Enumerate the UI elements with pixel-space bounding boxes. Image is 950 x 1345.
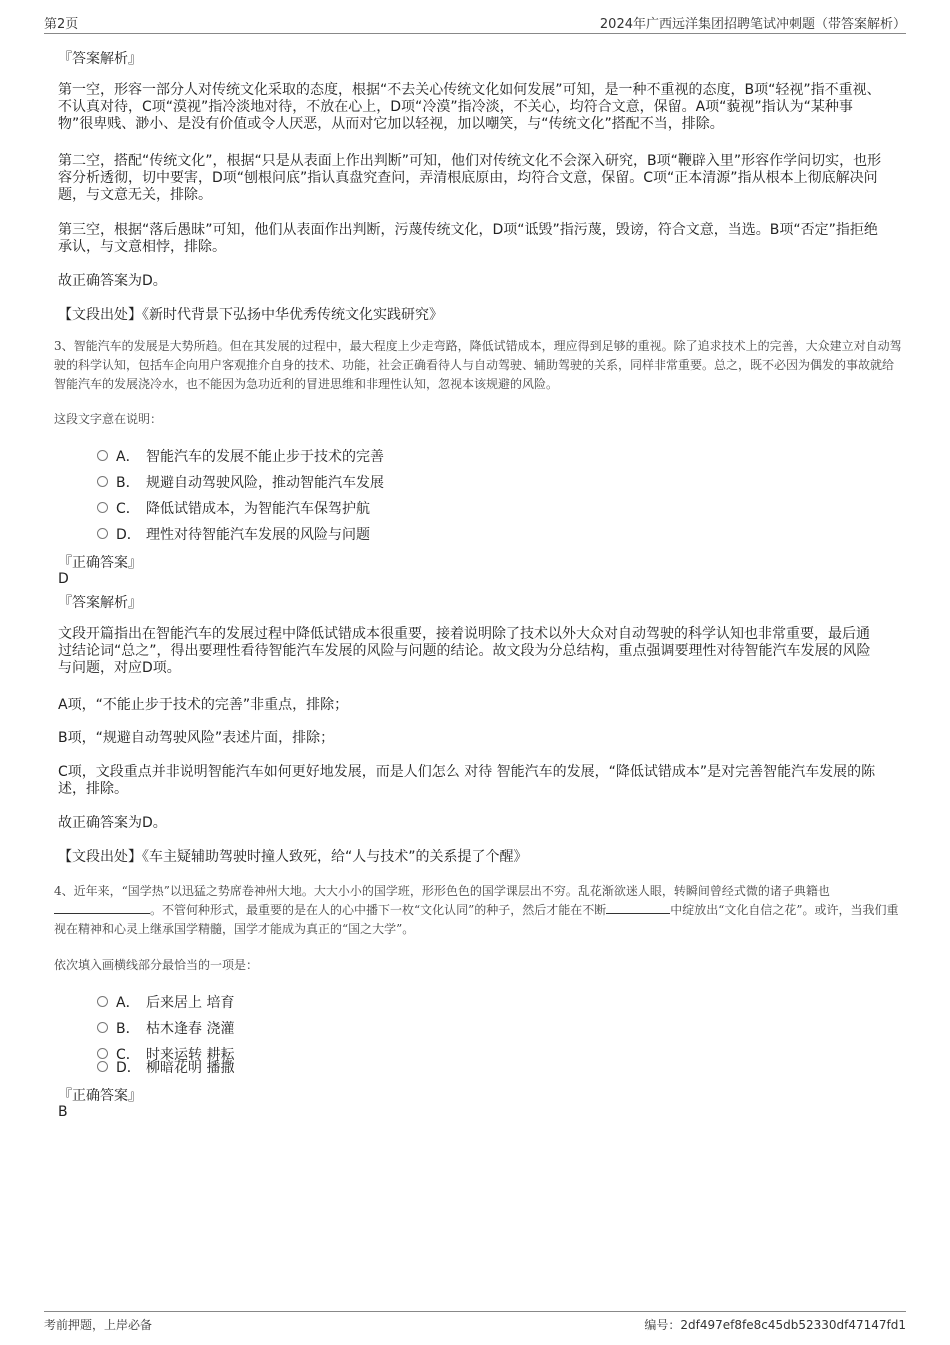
q3-prompt: 这段文字意在说明：	[54, 412, 163, 426]
q3-analysis-para3: B项，“规避自动驾驶风险”表述片面，排除；	[58, 730, 335, 746]
radio-icon[interactable]	[97, 1061, 108, 1072]
q2-analysis-label: 『答案解析』	[58, 51, 142, 67]
page-number: 第2页	[44, 17, 79, 32]
q3-answer-label: 『正确答案』	[58, 555, 142, 571]
page-header	[44, 13, 906, 34]
q2-conclusion: 故正确答案为D。	[58, 273, 167, 289]
q3-analysis-para4: C项，文段重点并非说明智能汽车如何更好地发展，而是人们怎么 对待 智能汽车的发展，“降低试错成本”是对完善智能汽车发展的陈述，排除。	[58, 764, 876, 797]
footer-slogan: 考前押题，上岸必备	[44, 1318, 153, 1332]
radio-icon[interactable]	[97, 528, 108, 539]
radio-icon[interactable]	[97, 450, 108, 461]
document-id: 编号：2df497ef8fe8c45db52330df47147fd1	[644, 1318, 906, 1332]
q3-answer: D	[58, 571, 69, 587]
q4-option-b[interactable]: B． 枯木逢春 浇灌	[97, 1018, 234, 1038]
radio-icon[interactable]	[97, 476, 108, 487]
q4-prompt: 依次填入画横线部分最恰当的一项是：	[54, 958, 259, 972]
q3-option-b[interactable]: B． 规避自动驾驶风险，推动智能汽车发展	[97, 472, 384, 492]
fill-blank-1[interactable]	[54, 901, 150, 914]
q3-stem: 3、智能汽车的发展是大势所趋。但在其发展的过程中，最大程度上少走弯路，降低试错成本，理应得到足够的重视。除了追求技术上的完善，大众建立对自动驾驶的科学认知，包括车企向用户客观推介自身的技术、功能，社会正确看待人与自动驾驶、辅助驾驶的关系，同样非常重要。总之，既不必因为偶发的事故就给智能汽车的发展浇冷水，也不能因为急功近利的冒进思维和非理性认知，忽视本该规避的风险。	[54, 339, 902, 391]
q2-analysis-para3: 第三空，根据“落后愚昧”可知，他们从表面作出判断，污蔑传统文化，D项“诋毁”指污蔑，毁谤，符合文意，当选。B项“否定”指拒绝承认，与文意相悖，排除。	[58, 222, 878, 255]
q3-conclusion: 故正确答案为D。	[58, 815, 167, 831]
q3-source: 【文段出处】《车主疑辅助驾驶时撞人致死，给“人与技术”的关系提了个醒》	[58, 849, 528, 865]
q2-analysis-para2: 第二空，搭配“传统文化”，根据“只是从表面上作出判断”可知，他们对传统文化不会深入研究，B项“鞭辟入里”形容作学问切实，也形容分析透彻，切中要害，D项“刨根问底”指认真盘究查问，弄清根底原由，均符合文意，保留。C项“正本清源”指从根本上彻底解决问题，与文意无关，排除。	[58, 153, 882, 203]
q3-analysis-label: 『答案解析』	[58, 595, 142, 611]
q3-analysis-para1: 文段开篇指出在智能汽车的发展过程中降低试错成本很重要，接着说明除了技术以外大众对自动驾驶的科学认知也非常重要，最后通过结论词“总之”，得出要理性看待智能汽车发展的风险与问题的结论。故文段为分总结构，重点强调要理性对待智能汽车发展的风险与问题，对应D项。	[58, 626, 871, 676]
radio-icon[interactable]	[97, 996, 108, 1007]
q4-option-d[interactable]: D． 柳暗花明 播撒	[97, 1057, 234, 1077]
q2-analysis-para1: 第一空，形容一部分人对传统文化采取的态度，根据“不去关心传统文化如何发展”可知，是一种不重视的态度，B项“轻视”指不重视、不认真对待，C项“漠视”指冷淡地对待，不放在心上，D项“冷漠”指冷淡，不关心，均符合文意，保留。A项“藐视”指认为“某种事物”很卑贱、渺小、是没有价值或令人厌恶，从而对它加以轻视，加以嘲笑，与“传统文化”搭配不当，排除。	[58, 82, 881, 132]
q4-stem: 4、近年来，“国学热”以迅猛之势席卷神州大地。大大小小的国学班，形形色色的国学课层出不穷。乱花渐欲迷人眼，转瞬间曾经式微的诸子典籍也。不管何种形式，最重要的是在人的心中播下一枚“文化认同”的种子，然后才能在不断 中绽放出“文化自信之花”。或许，当我们重视在精神和心灵上继承国学精髓，国学才能成为真正的“国之大学”。	[54, 884, 899, 936]
q4-answer-label: 『正确答案』	[58, 1088, 142, 1104]
q3-analysis-para2: A项，“不能止步于技术的完善”非重点，排除；	[58, 697, 349, 713]
q4-answer: B	[58, 1104, 68, 1120]
q4-option-c[interactable]: C． 时来运转 耕耘	[97, 1044, 234, 1064]
fill-blank-2[interactable]	[606, 901, 670, 914]
document-title: 2024年广西远洋集团招聘笔试冲刺题（带答案解析）	[599, 17, 906, 32]
radio-icon[interactable]	[97, 502, 108, 513]
q4-option-a[interactable]: A． 后来居上 培育	[97, 992, 234, 1012]
page-footer	[44, 1311, 906, 1336]
q3-option-a[interactable]: A． 智能汽车的发展不能止步于技术的完善	[97, 446, 384, 466]
q3-option-d[interactable]: D． 理性对待智能汽车发展的风险与问题	[97, 524, 370, 544]
q2-source: 【文段出处】《新时代背景下弘扬中华优秀传统文化实践研究》	[58, 307, 443, 323]
q3-option-c[interactable]: C． 降低试错成本，为智能汽车保驾护航	[97, 498, 370, 518]
radio-icon[interactable]	[97, 1022, 108, 1033]
